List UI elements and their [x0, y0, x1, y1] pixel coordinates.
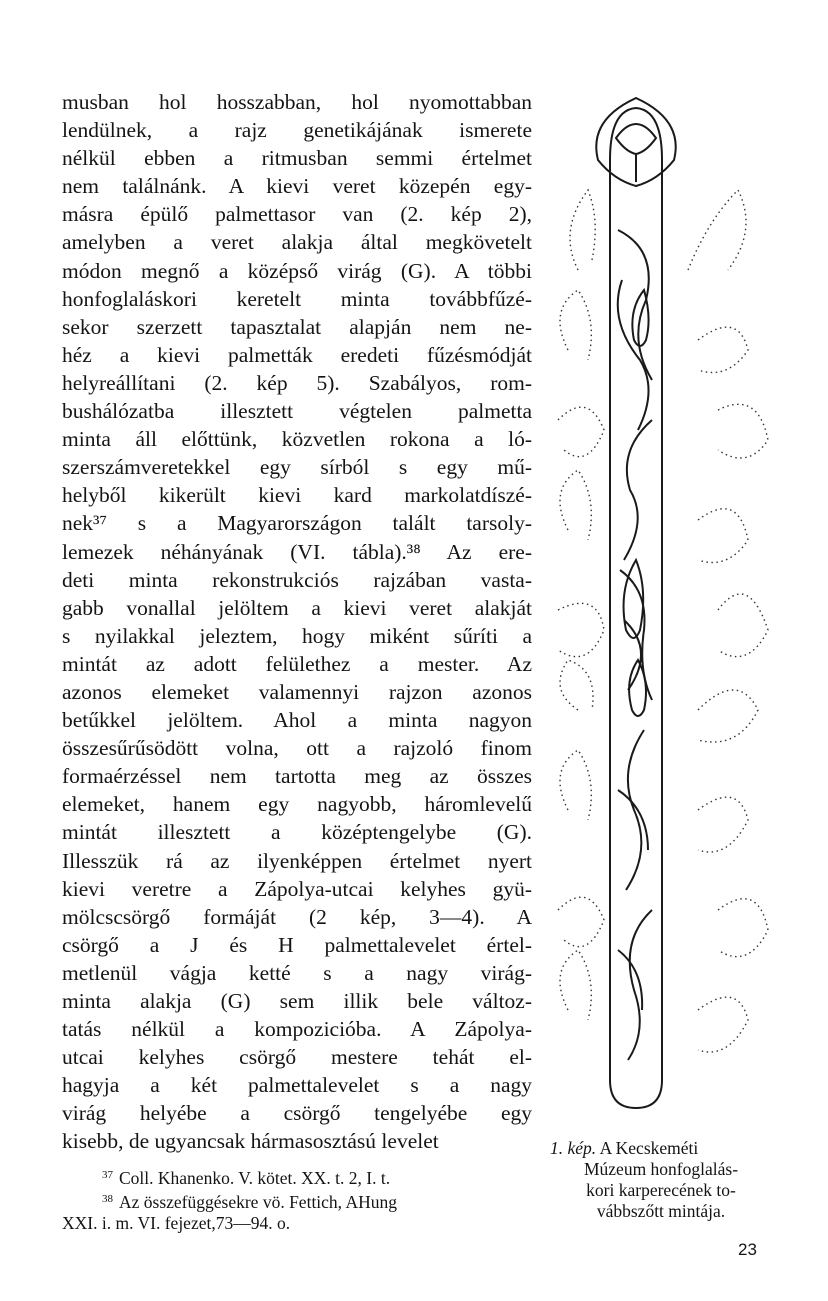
page-number: 23	[738, 1240, 757, 1259]
text-line: metlenül vágja ketté s a nagy virág-	[62, 960, 532, 985]
bracelet-pattern-drawing	[548, 90, 778, 1130]
text-line: amelyben a veret alakja által megkövetelt	[62, 230, 532, 255]
caption-line	[550, 1138, 772, 1159]
text-line: nélkül ebben a ritmusban semmi értelmet	[62, 146, 532, 171]
text-line: összesűrűsödött volna, ott a rajzoló finom	[62, 736, 532, 761]
text-line: helyből kikerült kievi kard markolatdíszé-	[62, 483, 532, 508]
text-line: azonos elemeket valamennyi rajzon azonos	[62, 679, 532, 704]
band-outline	[610, 108, 662, 1108]
text-line: bushálózatba illesztett végtelen palmetta	[62, 399, 532, 424]
text-line: mintát illesztett a középtengelybe (G).	[62, 820, 532, 845]
text-line: héz a kievi palmetták eredeti fűzésmódját	[62, 342, 532, 367]
footnote	[62, 1165, 532, 1189]
text-line: tatás nélkül a kompozicióba. A Zápolya-	[62, 1017, 532, 1042]
caption-text: A Kecskeméti	[599, 1138, 699, 1158]
footnote	[62, 1189, 532, 1213]
text-line: utcai kelyhes csörgő mestere tehát el-	[62, 1045, 532, 1070]
text-line: gabb vonallal jelöltem a kievi veret alakját	[62, 595, 532, 620]
footnote-number: 38	[102, 1193, 113, 1205]
text-line: szerszámveretekkel egy sírból s egy mű-	[62, 455, 532, 480]
text-line: deti minta rekonstrukciós rajzában vasta-	[62, 567, 532, 592]
text-line: formaérzéssel nem tartotta meg az összes	[62, 764, 532, 789]
caption-line: vábbszőtt mintája.	[596, 1201, 726, 1221]
bracelet-pattern-figure	[548, 90, 778, 1130]
text-line: kisebb, de ugyancsak hármasosztású levelet	[62, 1129, 439, 1154]
text-line: minta alakja (G) sem illik bele változ-	[62, 989, 532, 1013]
text-line: nek³⁷ s a Magyarországon talált tarsoly-	[62, 511, 532, 536]
caption-line: kori karperecének to-	[586, 1180, 736, 1200]
text-line: csörgő a J és H palmettalevelet értel-	[62, 932, 532, 957]
text-line: betűkkel jelöltem. Ahol a minta nagyon	[62, 708, 532, 733]
text-line: honfoglaláskori keretelt minta továbbfűzé-	[62, 286, 532, 311]
footnote-number: 37	[102, 1169, 113, 1181]
text-line: lendülnek, a rajz genetikájának ismerete	[62, 118, 532, 143]
caption-line: Múzeum honfoglalás-	[583, 1159, 739, 1179]
footnote-text: Az összefüggésekre vö. Fettich, AHung	[119, 1192, 397, 1212]
footnote-text: XXI. i. m. VI. fejezet,73—94. o.	[62, 1213, 291, 1233]
text-line: kievi veretre a Zápolya-utcai kelyhes gyü-	[62, 876, 532, 901]
caption-label: 1. kép.	[550, 1138, 597, 1158]
text-line: helyreállítani (2. kép 5). Szabályos, rom-	[62, 370, 532, 395]
footnote-text: Coll. Khanenko. V. kötet. XX. t. 2, I. t.	[119, 1168, 391, 1188]
text-line: sekor szerzett tapasztalat alapján nem ne-	[62, 314, 532, 339]
body-text	[62, 88, 532, 1156]
text-line: mintát az adott felülethez a mester. Az	[62, 651, 532, 676]
text-line: módon megnő a középső virág (G). A többi	[62, 258, 532, 283]
text-line: mölcscsörgő formáját (2 kép, 3—4). A	[62, 904, 532, 929]
footnote	[62, 1213, 532, 1234]
text-line: nem találnánk. A kievi veret közepén egy-	[62, 174, 532, 199]
text-line: elemeket, hanem egy nagyobb, háromlevelű	[62, 792, 532, 817]
text-line: lemezek néhányának (VI. tábla).³⁸ Az ere-	[62, 539, 532, 564]
footnotes	[62, 1165, 532, 1234]
text-line: s nyilakkal jeleztem, hogy miként sűríti a	[62, 623, 532, 648]
text-line: musban hol hosszabban, hol nyomottabban	[62, 90, 532, 114]
figure-caption	[550, 1138, 772, 1222]
text-line: másra épülő palmettasor van (2. kép 2),	[62, 202, 532, 227]
text-line: virág helyébe a csörgő tengelyébe egy	[62, 1101, 532, 1126]
text-line: minta áll előttünk, közvetlen rokona a ló-	[62, 427, 532, 452]
text-line: Illesszük rá az ilyenképpen értelmet nyert	[62, 848, 532, 873]
text-line: hagyja a két palmettalevelet s a nagy	[62, 1073, 532, 1098]
